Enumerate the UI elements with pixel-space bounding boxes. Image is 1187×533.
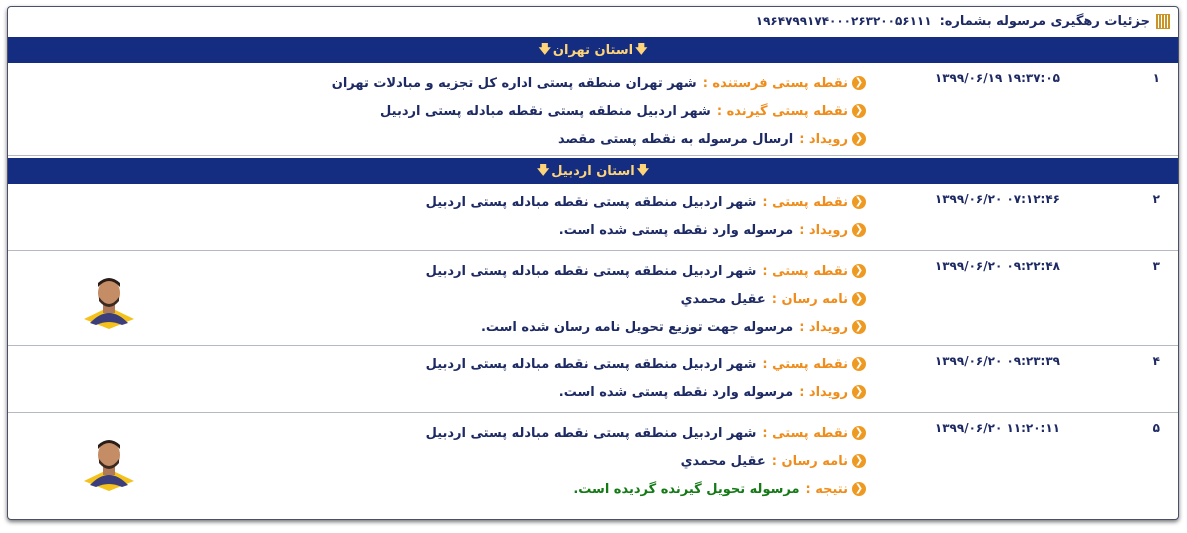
arrow-left-circle-icon: ❮ bbox=[852, 385, 866, 399]
arrow-left-circle-icon: ❮ bbox=[852, 76, 866, 90]
entry-field bbox=[332, 97, 866, 125]
barcode-icon bbox=[1156, 14, 1170, 29]
field-label: رویداد : bbox=[799, 131, 848, 147]
field-value: شهر تهران منطقه پستی اداره کل تجزیه و مبادلات تهران bbox=[331, 75, 697, 91]
province-name: استان اردبیل bbox=[551, 163, 635, 179]
field-label: نامه رسان : bbox=[771, 453, 848, 469]
field-label: نقطه پستی : bbox=[762, 263, 848, 279]
arrow-left-circle-icon: ❮ bbox=[852, 292, 866, 306]
field-label: نقطه پستي : bbox=[762, 356, 848, 372]
entry-datetime: ۱۳۹۹/۰۶/۲۰ ۰۷:۱۲:۴۶ bbox=[934, 192, 1060, 206]
entry-field bbox=[426, 475, 866, 503]
entry-number: ۱ bbox=[1152, 71, 1160, 85]
tracking-entry bbox=[8, 184, 1178, 251]
arrow-left-circle-icon: ❮ bbox=[852, 320, 866, 334]
province-header-tehran bbox=[8, 35, 1178, 63]
entry-field bbox=[332, 125, 866, 153]
province-name: استان تهران bbox=[552, 42, 634, 58]
arrow-left-circle-icon: ❮ bbox=[852, 482, 866, 496]
field-value: شهر اردبیل منطقه پستی نقطه مبادله پستی اردبیل bbox=[380, 103, 711, 119]
entry-number: ۲ bbox=[1152, 192, 1160, 206]
tracking-entry bbox=[8, 251, 1178, 346]
entry-field bbox=[426, 188, 866, 216]
entry-field bbox=[426, 378, 866, 406]
field-value: شهر اردبیل منطقه پستی نقطه مبادله پستی اردبیل bbox=[425, 425, 757, 441]
entry-field bbox=[426, 447, 866, 475]
tracking-entry bbox=[8, 346, 1178, 413]
arrow-left-circle-icon: ❮ bbox=[852, 195, 866, 209]
postman-avatar bbox=[82, 273, 136, 329]
field-value: مرسوله جهت توزیع تحویل نامه رسان شده است. bbox=[480, 319, 794, 335]
field-label: نتیجه : bbox=[805, 481, 848, 497]
field-label: رویداد : bbox=[799, 384, 848, 400]
entry-number: ۴ bbox=[1152, 354, 1160, 368]
entry-datetime: ۱۳۹۹/۰۶/۱۹ ۱۹:۳۷:۰۵ bbox=[934, 71, 1060, 85]
entry-datetime: ۱۳۹۹/۰۶/۲۰ ۰۹:۲۳:۳۹ bbox=[934, 354, 1060, 368]
field-value: عقیل محمدي bbox=[680, 291, 766, 307]
province-header-ardabil bbox=[8, 156, 1178, 184]
entry-field bbox=[426, 313, 866, 341]
entry-field bbox=[426, 257, 866, 285]
arrow-left-circle-icon: ❮ bbox=[852, 223, 866, 237]
field-value: شهر اردبیل منطقه پستی نقطه مبادله پستی اردبیل bbox=[425, 194, 757, 210]
arrow-down-icon: 🡇 bbox=[636, 162, 650, 177]
tracking-entry bbox=[8, 63, 1178, 156]
entry-datetime: ۱۳۹۹/۰۶/۲۰ ۰۹:۲۲:۴۸ bbox=[934, 259, 1060, 273]
field-label: رویداد : bbox=[799, 319, 848, 335]
field-label: نامه رسان : bbox=[771, 291, 848, 307]
entry-field bbox=[426, 419, 866, 447]
arrow-left-circle-icon: ❮ bbox=[852, 426, 866, 440]
entry-number: ۳ bbox=[1152, 259, 1160, 273]
field-label: نقطه پستی : bbox=[762, 425, 848, 441]
field-value: شهر اردبیل منطقه پستی نقطه مبادله پستی اردبیل bbox=[425, 356, 757, 372]
arrow-left-circle-icon: ❮ bbox=[852, 454, 866, 468]
field-value: مرسوله وارد نقطه پستی شده است. bbox=[558, 384, 794, 400]
field-value: شهر اردبیل منطقه پستی نقطه مبادله پستی اردبیل bbox=[425, 263, 757, 279]
field-label: نقطه پستی گیرنده : bbox=[716, 103, 848, 119]
arrow-left-circle-icon: ❮ bbox=[852, 132, 866, 146]
field-value: مرسوله وارد نقطه پستی شده است. bbox=[558, 222, 794, 238]
entry-field bbox=[426, 216, 866, 244]
field-value: عقیل محمدي bbox=[680, 453, 766, 469]
arrow-down-icon: 🡇 bbox=[536, 162, 550, 177]
entry-field bbox=[332, 69, 866, 97]
entry-field bbox=[426, 350, 866, 378]
arrow-left-circle-icon: ❮ bbox=[852, 357, 866, 371]
tracking-title: جزئیات رهگیری مرسوله بشماره: bbox=[939, 13, 1150, 29]
arrow-left-circle-icon: ❮ bbox=[852, 264, 866, 278]
field-label: رویداد : bbox=[799, 222, 848, 238]
postman-avatar bbox=[82, 435, 136, 491]
entry-number: ۵ bbox=[1152, 421, 1160, 435]
entry-field bbox=[426, 285, 866, 313]
tracking-header bbox=[8, 7, 1178, 35]
tracking-number: ۱۹۶۴۷۹۹۱۷۴۰۰۰۲۶۳۲۰۰۵۶۱۱۱ bbox=[755, 14, 932, 28]
field-label: نقطه پستی فرستنده : bbox=[702, 75, 848, 91]
tracking-panel bbox=[7, 6, 1179, 520]
result-value: مرسوله تحویل گیرنده گردیده است. bbox=[573, 481, 800, 497]
field-value: ارسال مرسوله به نقطه پستی مقصد bbox=[557, 131, 794, 147]
arrow-down-icon: 🡇 bbox=[538, 41, 551, 56]
tracking-entry bbox=[8, 413, 1178, 509]
entry-datetime: ۱۳۹۹/۰۶/۲۰ ۱۱:۲۰:۱۱ bbox=[934, 421, 1060, 435]
arrow-down-icon: 🡇 bbox=[635, 41, 648, 56]
arrow-left-circle-icon: ❮ bbox=[852, 104, 866, 118]
field-label: نقطه پستی : bbox=[762, 194, 848, 210]
